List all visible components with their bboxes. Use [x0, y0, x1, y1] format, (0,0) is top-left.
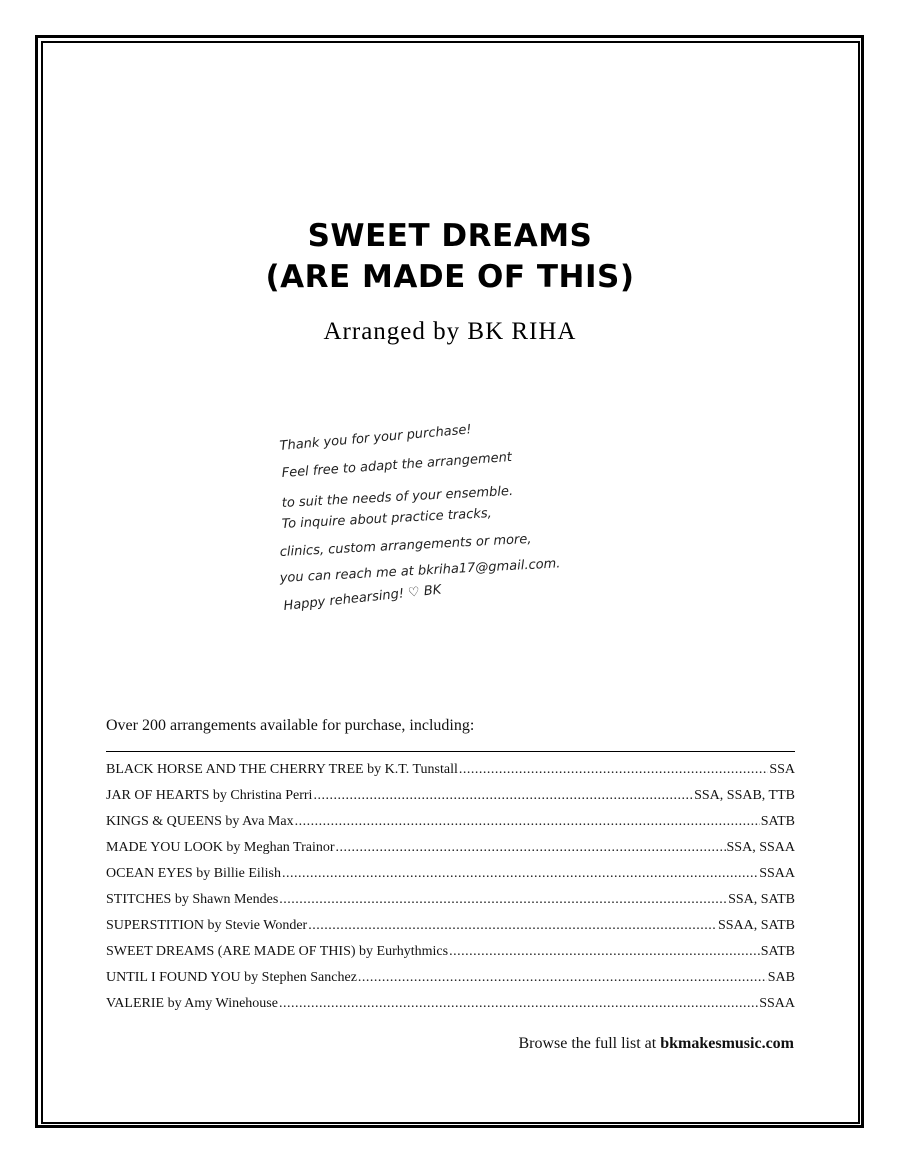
voicing: SSAA, SATB — [717, 918, 795, 933]
song-title: KINGS & QUEENS by Ava Max — [106, 814, 294, 829]
song-title: SUPERSTITION by Stevie Wonder — [106, 918, 308, 933]
song-title: STITCHES by Shawn Mendes — [106, 892, 279, 907]
note-line-5: clinics, custom arrangements or more, — [279, 531, 532, 560]
list-item — [106, 996, 795, 1022]
list-item — [106, 840, 795, 866]
song-title: SWEET DREAMS (ARE MADE OF THIS) by Eurhythmics — [106, 944, 449, 959]
song-title: VALERIE by Amy Winehouse — [106, 996, 278, 1011]
note-line-3: to suit the needs of your ensemble. — [281, 483, 514, 511]
list-item — [106, 918, 795, 944]
list-item — [106, 866, 795, 892]
divider — [106, 751, 795, 752]
voicing: SAB — [767, 970, 795, 985]
title-line-2: (ARE MADE OF THIS) — [265, 259, 635, 295]
browse-footer — [518, 1035, 794, 1053]
dot-leader — [336, 840, 726, 856]
catalog-intro: Over 200 arrangements available for purchase, including: — [106, 717, 475, 734]
dot-leader — [279, 996, 758, 1012]
handwritten-note — [270, 420, 660, 635]
dot-leader — [295, 814, 760, 830]
dot-leader — [279, 892, 727, 908]
voicing: SATB — [760, 814, 795, 829]
dot-leader — [282, 866, 758, 882]
note-line-2: Feel free to adapt the arrangement — [281, 449, 513, 481]
note-line-7: Happy rehearsing! ♡ BK — [282, 582, 442, 614]
website-link[interactable]: bkmakesmusic.com — [660, 1035, 794, 1052]
voicing: SSAA — [759, 996, 795, 1011]
song-title: BLACK HORSE AND THE CHERRY TREE by K.T. Tunstall — [106, 762, 458, 777]
dot-leader — [449, 944, 760, 960]
list-item — [106, 944, 795, 970]
voicing: SSAA — [759, 866, 795, 881]
voicing: SSA, SSAA — [726, 840, 795, 855]
dot-leader — [358, 970, 767, 986]
arranger-credit: Arranged by BK RIHA — [323, 318, 577, 345]
voicing: SSA, SSAB, TTB — [694, 788, 795, 803]
browse-text: Browse the full list at — [518, 1035, 657, 1052]
dot-leader — [308, 918, 717, 934]
voicing: SATB — [760, 944, 795, 959]
list-item — [106, 892, 795, 918]
arrangement-list — [106, 762, 795, 1022]
dot-leader — [459, 762, 768, 778]
voicing: SSA, SATB — [728, 892, 795, 907]
note-line-1: Thank you for your purchase! — [279, 422, 473, 454]
voicing: SSA — [769, 762, 795, 777]
song-title: MADE YOU LOOK by Meghan Trainor — [106, 840, 335, 855]
list-item — [106, 814, 795, 840]
title-line-1: SWEET DREAMS — [307, 218, 593, 254]
list-item — [106, 788, 795, 814]
song-title: OCEAN EYES by Billie Eilish — [106, 866, 281, 881]
note-line-4: To inquire about practice tracks, — [281, 506, 493, 532]
note-line-6: you can reach me at bkriha17@gmail.com. — [279, 556, 561, 586]
song-title: JAR OF HEARTS by Christina Perri — [106, 788, 313, 803]
song-title: UNTIL I FOUND YOU by Stephen Sanchez — [106, 970, 357, 985]
list-item — [106, 762, 795, 788]
list-item — [106, 970, 795, 996]
dot-leader — [313, 788, 693, 804]
